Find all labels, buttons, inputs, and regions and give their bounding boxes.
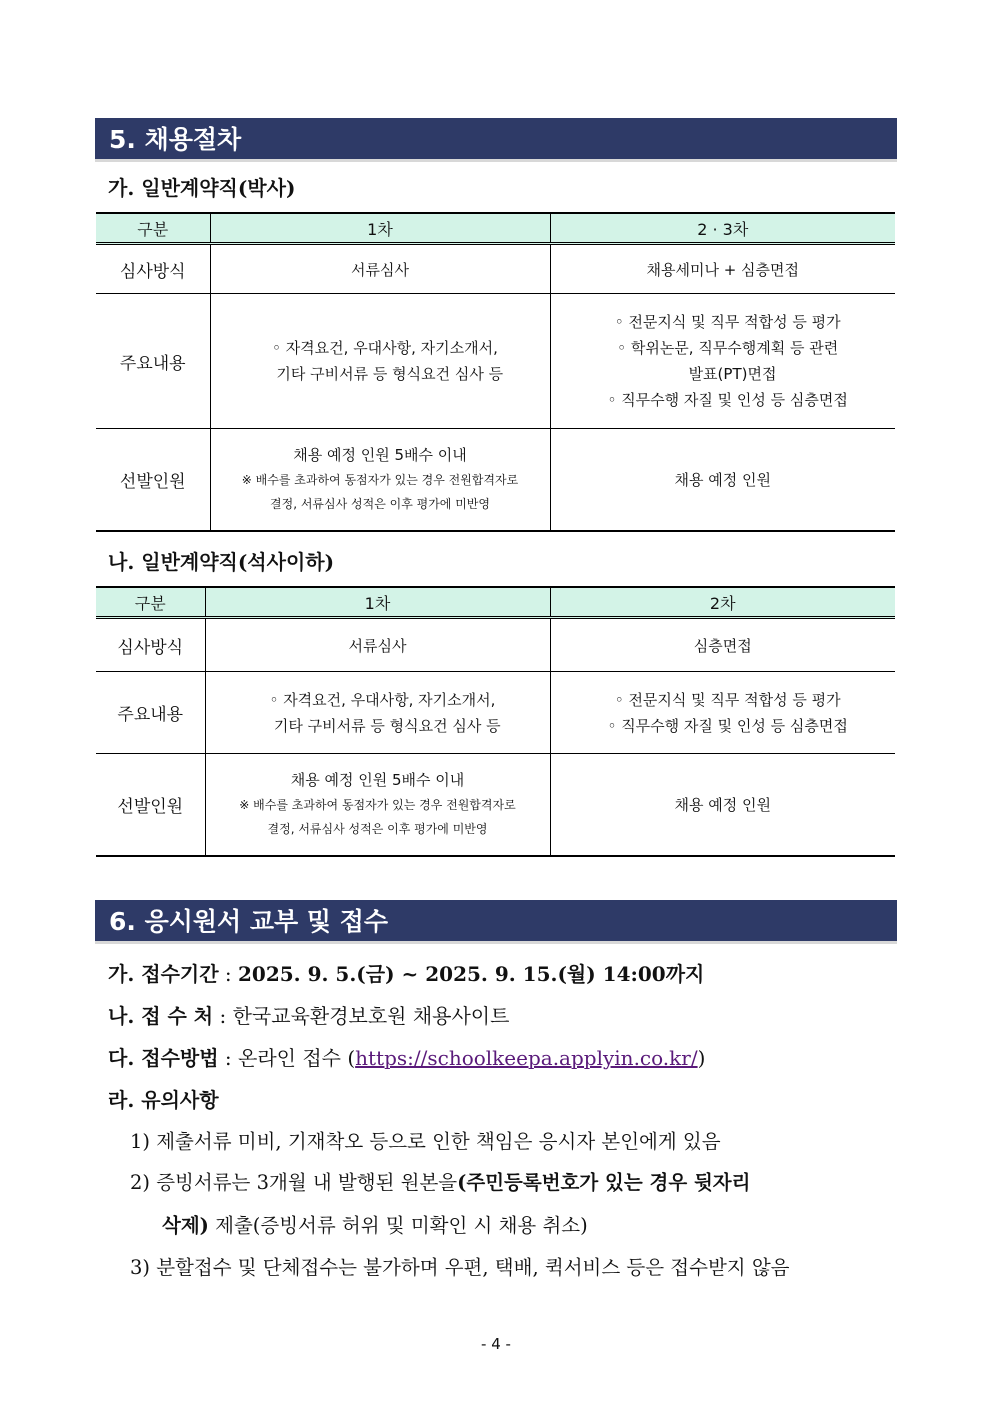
place-label: 나. 접 수 처 — [108, 1004, 214, 1028]
row-label: 선발인원 — [96, 754, 205, 856]
note-2-bold: (주민등록번호가 있는 경우 뒷자리 — [457, 1171, 751, 1194]
cell: 서류심사 — [205, 618, 550, 672]
cell — [550, 294, 895, 429]
cell-line: ◦ 학위논문, 직무수행계획 등 관련 — [617, 339, 839, 357]
cell: 심층면접 — [550, 618, 895, 672]
cell: 채용세미나 + 심층면접 — [550, 244, 895, 294]
header-stage-2: 2 · 3차 — [550, 213, 895, 244]
table-row — [96, 754, 895, 856]
cell-line: ◦ 직무수행 자질 및 인성 등 심층면접 — [607, 716, 848, 735]
note-1: 1) 제출서류 미비, 기재착오 등으로 인한 책임은 응시자 본인에게 있음 — [130, 1130, 721, 1153]
row-label: 심사방식 — [96, 244, 210, 294]
table-doctorate — [96, 212, 895, 532]
row-label: 선발인원 — [96, 429, 210, 531]
application-period: 가. 접수기간 : 2025. 9. 5.(금) ~ 2025. 9. 15.(월) 14:00까지 — [108, 962, 705, 986]
cell-note: 결정, 서류심사 성적은 이후 평가에 미반영 — [267, 822, 488, 837]
table-row — [96, 294, 895, 429]
cell — [210, 429, 550, 531]
header-stage-1: 1차 — [210, 213, 550, 244]
table-header-row — [96, 213, 895, 244]
cell-line: ◦ 자격요건, 우대사항, 자기소개서, — [272, 339, 498, 357]
period-value: 2025. 9. 5.(금) ~ 2025. 9. 15.(월) 14:00까지 — [238, 962, 705, 986]
section-6-title: 6. 응시원서 교부 및 접수 — [95, 900, 897, 944]
header-stage-2: 2차 — [550, 587, 895, 618]
apply-site-link[interactable]: https://schoolkeepa.applyin.co.kr/ — [355, 1046, 698, 1070]
note-2-cont — [162, 1210, 588, 1238]
place-value: 한국교육환경보호원 채용사이트 — [232, 1004, 510, 1028]
cell — [205, 754, 550, 856]
cell-note: ※ 배수를 초과하여 동점자가 있는 경우 전원합격자로 — [241, 473, 519, 488]
section-5-title: 5. 채용절차 — [95, 118, 897, 162]
header-category: 구분 — [96, 213, 210, 244]
table-row — [96, 244, 895, 294]
cell: 채용 예정 인원 — [550, 754, 895, 856]
cell-main: 채용 예정 인원 5배수 이내 — [293, 446, 467, 465]
cell-main: 채용 예정 인원 5배수 이내 — [290, 771, 465, 790]
table-masters — [96, 586, 895, 857]
note-2-bold-cont: 삭제) — [162, 1214, 209, 1237]
subsection-b-title: 나. 일반계약직(석사이하) — [108, 550, 335, 574]
cell-note: ※ 배수를 초과하여 동점자가 있는 경우 전원합격자로 — [239, 798, 516, 813]
note-2-text: 2) 증빙서류는 3개월 내 발행된 원본을 — [130, 1171, 458, 1194]
cell-line: 기타 구비서류 등 형식요건 심사 등 — [266, 365, 504, 383]
header-stage-1: 1차 — [205, 587, 550, 618]
notes-heading — [108, 1084, 219, 1113]
row-label: 심사방식 — [96, 618, 205, 672]
cell: 서류심사 — [210, 244, 550, 294]
cell-line: ◦ 전문지식 및 직무 적합성 등 평가 — [614, 313, 841, 331]
application-method: 다. 접수방법 : 온라인 접수 (https://schoolkeepa.applyin.co.kr/) — [108, 1046, 706, 1070]
cell-note: 결정, 서류심사 성적은 이후 평가에 미반영 — [270, 497, 490, 512]
cell-line: 기타 구비서류 등 형식요건 심사 등 — [264, 716, 501, 735]
cell — [210, 294, 550, 429]
table-row — [96, 618, 895, 672]
header-category: 구분 — [96, 587, 205, 618]
application-place: 나. 접 수 처 : 한국교육환경보호원 채용사이트 — [108, 1004, 510, 1028]
cell-line: ◦ 전문지식 및 직무 적합성 등 평가 — [614, 690, 841, 709]
cell-line: ◦ 자격요건, 우대사항, 자기소개서, — [269, 690, 496, 709]
cell — [205, 672, 550, 754]
page-number: - 4 - — [481, 1335, 511, 1353]
row-label: 주요내용 — [96, 294, 210, 429]
table-row — [96, 429, 895, 531]
cell: 채용 예정 인원 — [550, 429, 895, 531]
method-label: 다. 접수방법 — [108, 1046, 219, 1070]
method-value: 온라인 접수 ( — [238, 1046, 356, 1070]
table-row — [96, 672, 895, 754]
cell — [550, 672, 895, 754]
row-label: 주요내용 — [96, 672, 205, 754]
note-2 — [130, 1167, 750, 1195]
cell-line: ◦ 직무수행 자질 및 인성 등 심층면접 — [607, 391, 848, 409]
notes-label: 라. 유의사항 — [108, 1088, 219, 1112]
note-3: 3) 분할접수 및 단체접수는 불가하며 우편, 택배, 퀵서비스 등은 접수받지 않음 — [130, 1256, 790, 1279]
cell-line: 발표(PT)면접 — [679, 365, 777, 383]
method-close: ) — [697, 1046, 706, 1070]
note-2-text-cont: 제출(증빙서류 허위 및 미확인 시 채용 취소) — [208, 1214, 588, 1237]
table-header-row — [96, 587, 895, 618]
subsection-a-title: 가. 일반계약직(박사) — [108, 176, 296, 200]
period-label: 가. 접수기간 — [108, 962, 219, 986]
